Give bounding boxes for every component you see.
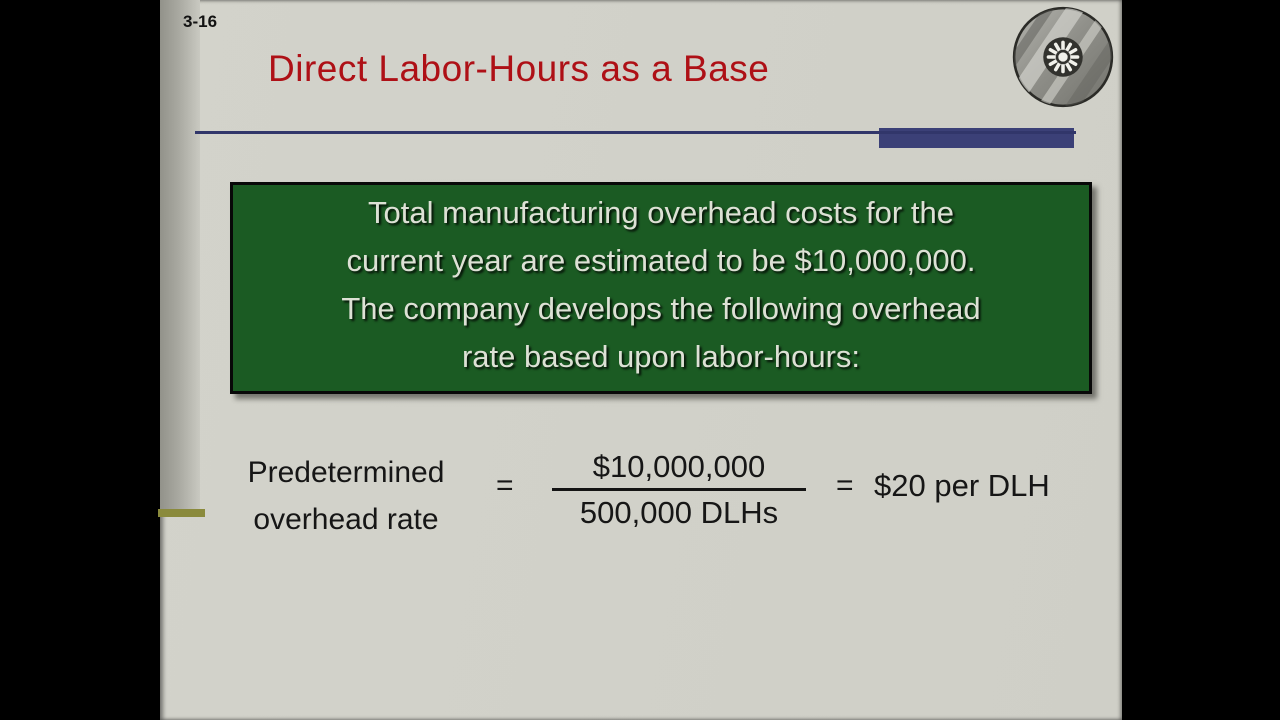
olive-accent-tick xyxy=(158,509,205,517)
left-accent-bar xyxy=(160,0,200,510)
slide-page-number: 3-16 xyxy=(183,12,218,31)
slide xyxy=(160,0,1122,720)
fraction-numerator: $10,000,000 xyxy=(592,449,766,484)
callout-line: rate based upon labor-hours: xyxy=(461,339,861,374)
equals-sign: = xyxy=(496,469,514,502)
callout-line: The company develops the following overhead xyxy=(341,291,981,326)
cd-disc-icon xyxy=(1011,5,1115,109)
callout-line: current year are estimated to be $10,000,000. xyxy=(346,243,976,278)
formula-result: $20 per DLH xyxy=(874,468,1050,503)
formula-lhs xyxy=(220,449,472,543)
title-underline-rule xyxy=(195,131,1076,134)
callout-box xyxy=(230,182,1092,394)
formula-lhs-line1: Predetermined xyxy=(247,456,445,489)
fraction-denominator: 500,000 DLHs xyxy=(579,495,779,530)
callout-line: Total manufacturing overhead costs for the xyxy=(368,195,954,230)
equals-sign: = xyxy=(836,469,854,502)
slide-title: Direct Labor-Hours as a Base xyxy=(268,48,770,89)
fraction xyxy=(552,447,806,533)
formula-lhs-line2: overhead rate xyxy=(253,503,439,536)
